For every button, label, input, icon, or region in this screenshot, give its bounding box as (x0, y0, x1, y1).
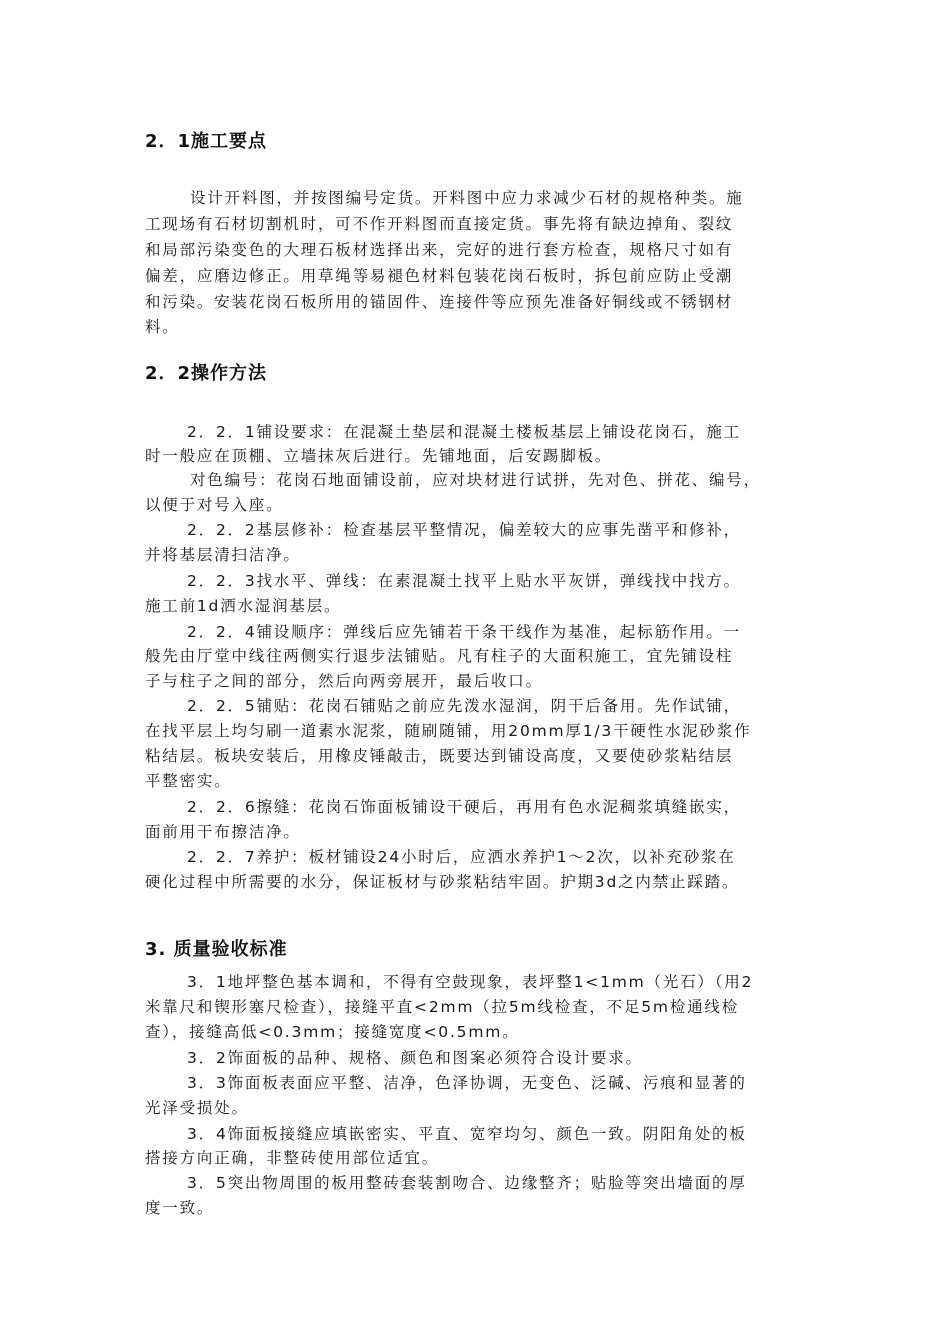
paragraph-line: 查），接缝高低<0.3mm；接缝宽度<0.5mm。 (145, 1023, 520, 1041)
paragraph-line: 施工前1d洒水湿润基层。 (145, 597, 342, 615)
paragraph-line: 3．4饰面板接缝应填嵌密实、平直、宽窄均匀、颜色一致。阴阳角处的板 (187, 1125, 747, 1143)
paragraph-line: 2．2．7养护：板材铺设24小时后，应洒水养护1～2次，以补充砂浆在 (187, 848, 736, 866)
section-heading-3: 3. 质量验收标准 (145, 939, 288, 960)
paragraph-line: 工现场有石材切割机时，可不作开料图而直接定货。事先将有缺边掉角、裂纹 (145, 215, 734, 233)
paragraph-line: 平整密实。 (145, 772, 232, 790)
paragraph-line: 3．3饰面板表面应平整、洁净，色泽协调，无变色、泛碱、污痕和显著的 (187, 1074, 747, 1092)
section-heading-2-2: 2．2操作方法 (145, 363, 268, 384)
paragraph-line: 2．2．2基层修补：检查基层平整情况，偏差较大的应事先凿平和修补， (187, 521, 741, 539)
paragraph-line: 面前用干布擦洁净。 (145, 823, 301, 841)
paragraph-line: 般先由厅堂中线往两侧实行退步法铺贴。凡有柱子的大面积施工，宜先铺设柱 (145, 647, 734, 665)
paragraph-line: 偏差，应磨边修正。用草绳等易褪色材料包装花岗石板时，拆包前应防止受潮 (145, 267, 734, 285)
paragraph-line: 和局部污染变色的大理石板材选择出来，完好的进行套方检查，规格尺寸如有 (145, 241, 734, 259)
paragraph-line: 对色编号：花岗石地面铺设前，应对块材进行试拼，先对色、拼花、编号， (190, 471, 761, 489)
paragraph-line: 时一般应在顶棚、立墙抹灰后进行。先铺地面，后安踢脚板。 (145, 447, 613, 465)
paragraph-line: 并将基层清扫洁净。 (145, 546, 301, 564)
paragraph-line: 2．2．4铺设顺序：弹线后应先铺若干条干线作为基准，起标筋作用。一 (187, 623, 741, 641)
paragraph-line: 以便于对号入座。 (145, 496, 284, 514)
paragraph-line: 子与柱子之间的部分，然后向两旁展开，最后收口。 (145, 672, 543, 690)
paragraph-line: 搭接方向正确，非整砖使用部位适宜。 (145, 1149, 440, 1167)
paragraph-line: 2．2．1铺设要求：在混凝土垫层和混凝土楼板基层上铺设花岗石，施工 (187, 423, 741, 441)
section-heading-2-1: 2．1施工要点 (145, 131, 268, 152)
paragraph-line: 2．2．6擦缝：花岗石饰面板铺设干硬后，再用有色水泥稠浆填缝嵌实， (187, 798, 741, 816)
paragraph-line: 3．5突出物周围的板用整砖套装割吻合、边缘整齐；贴脸等突出墙面的厚 (187, 1174, 747, 1192)
paragraph-line: 在找平层上均匀刷一道素水泥浆，随刷随铺，用20mm厚1/3干硬性水泥砂浆作 (145, 722, 752, 740)
paragraph-line: 3．1地坪整色基本调和，不得有空鼓现象，表坪整1<1mm（光石）（用2 (187, 973, 754, 991)
paragraph-line: 设计开料图，并按图编号定货。开料图中应力求减少石材的规格种类。施 (190, 189, 744, 207)
paragraph-line: 米靠尺和锲形塞尺检查），接缝平直<2mm（拉5m线检查，不足5m检通线检 (145, 998, 740, 1016)
paragraph-line: 硬化过程中所需要的水分，保证板材与砂浆粘结牢固。护期3d之内禁止踩踏。 (145, 873, 740, 891)
paragraph-line: 2．2．5铺贴：花岗石铺贴之前应先泼水湿润，阴干后备用。先作试铺， (187, 697, 741, 715)
paragraph-line: 料。 (145, 318, 180, 336)
paragraph-line: 度一致。 (145, 1199, 215, 1217)
paragraph-line: 粘结层。板块安装后，用橡皮锤敲击，既要达到铺设高度，又要使砂浆粘结层 (145, 747, 734, 765)
paragraph-line: 2．2．3找水平、弹线：在素混凝土找平上贴水平灰饼，弹线找中找方。 (187, 572, 741, 590)
paragraph-line: 3．2饰面板的品种、规格、颜色和图案必须符合设计要求。 (187, 1049, 643, 1067)
paragraph-line: 光泽受损处。 (145, 1099, 249, 1117)
paragraph-line: 和污染。安装花岗石板所用的锚固件、连接件等应预先准备好铜线或不锈钢材 (145, 293, 734, 311)
